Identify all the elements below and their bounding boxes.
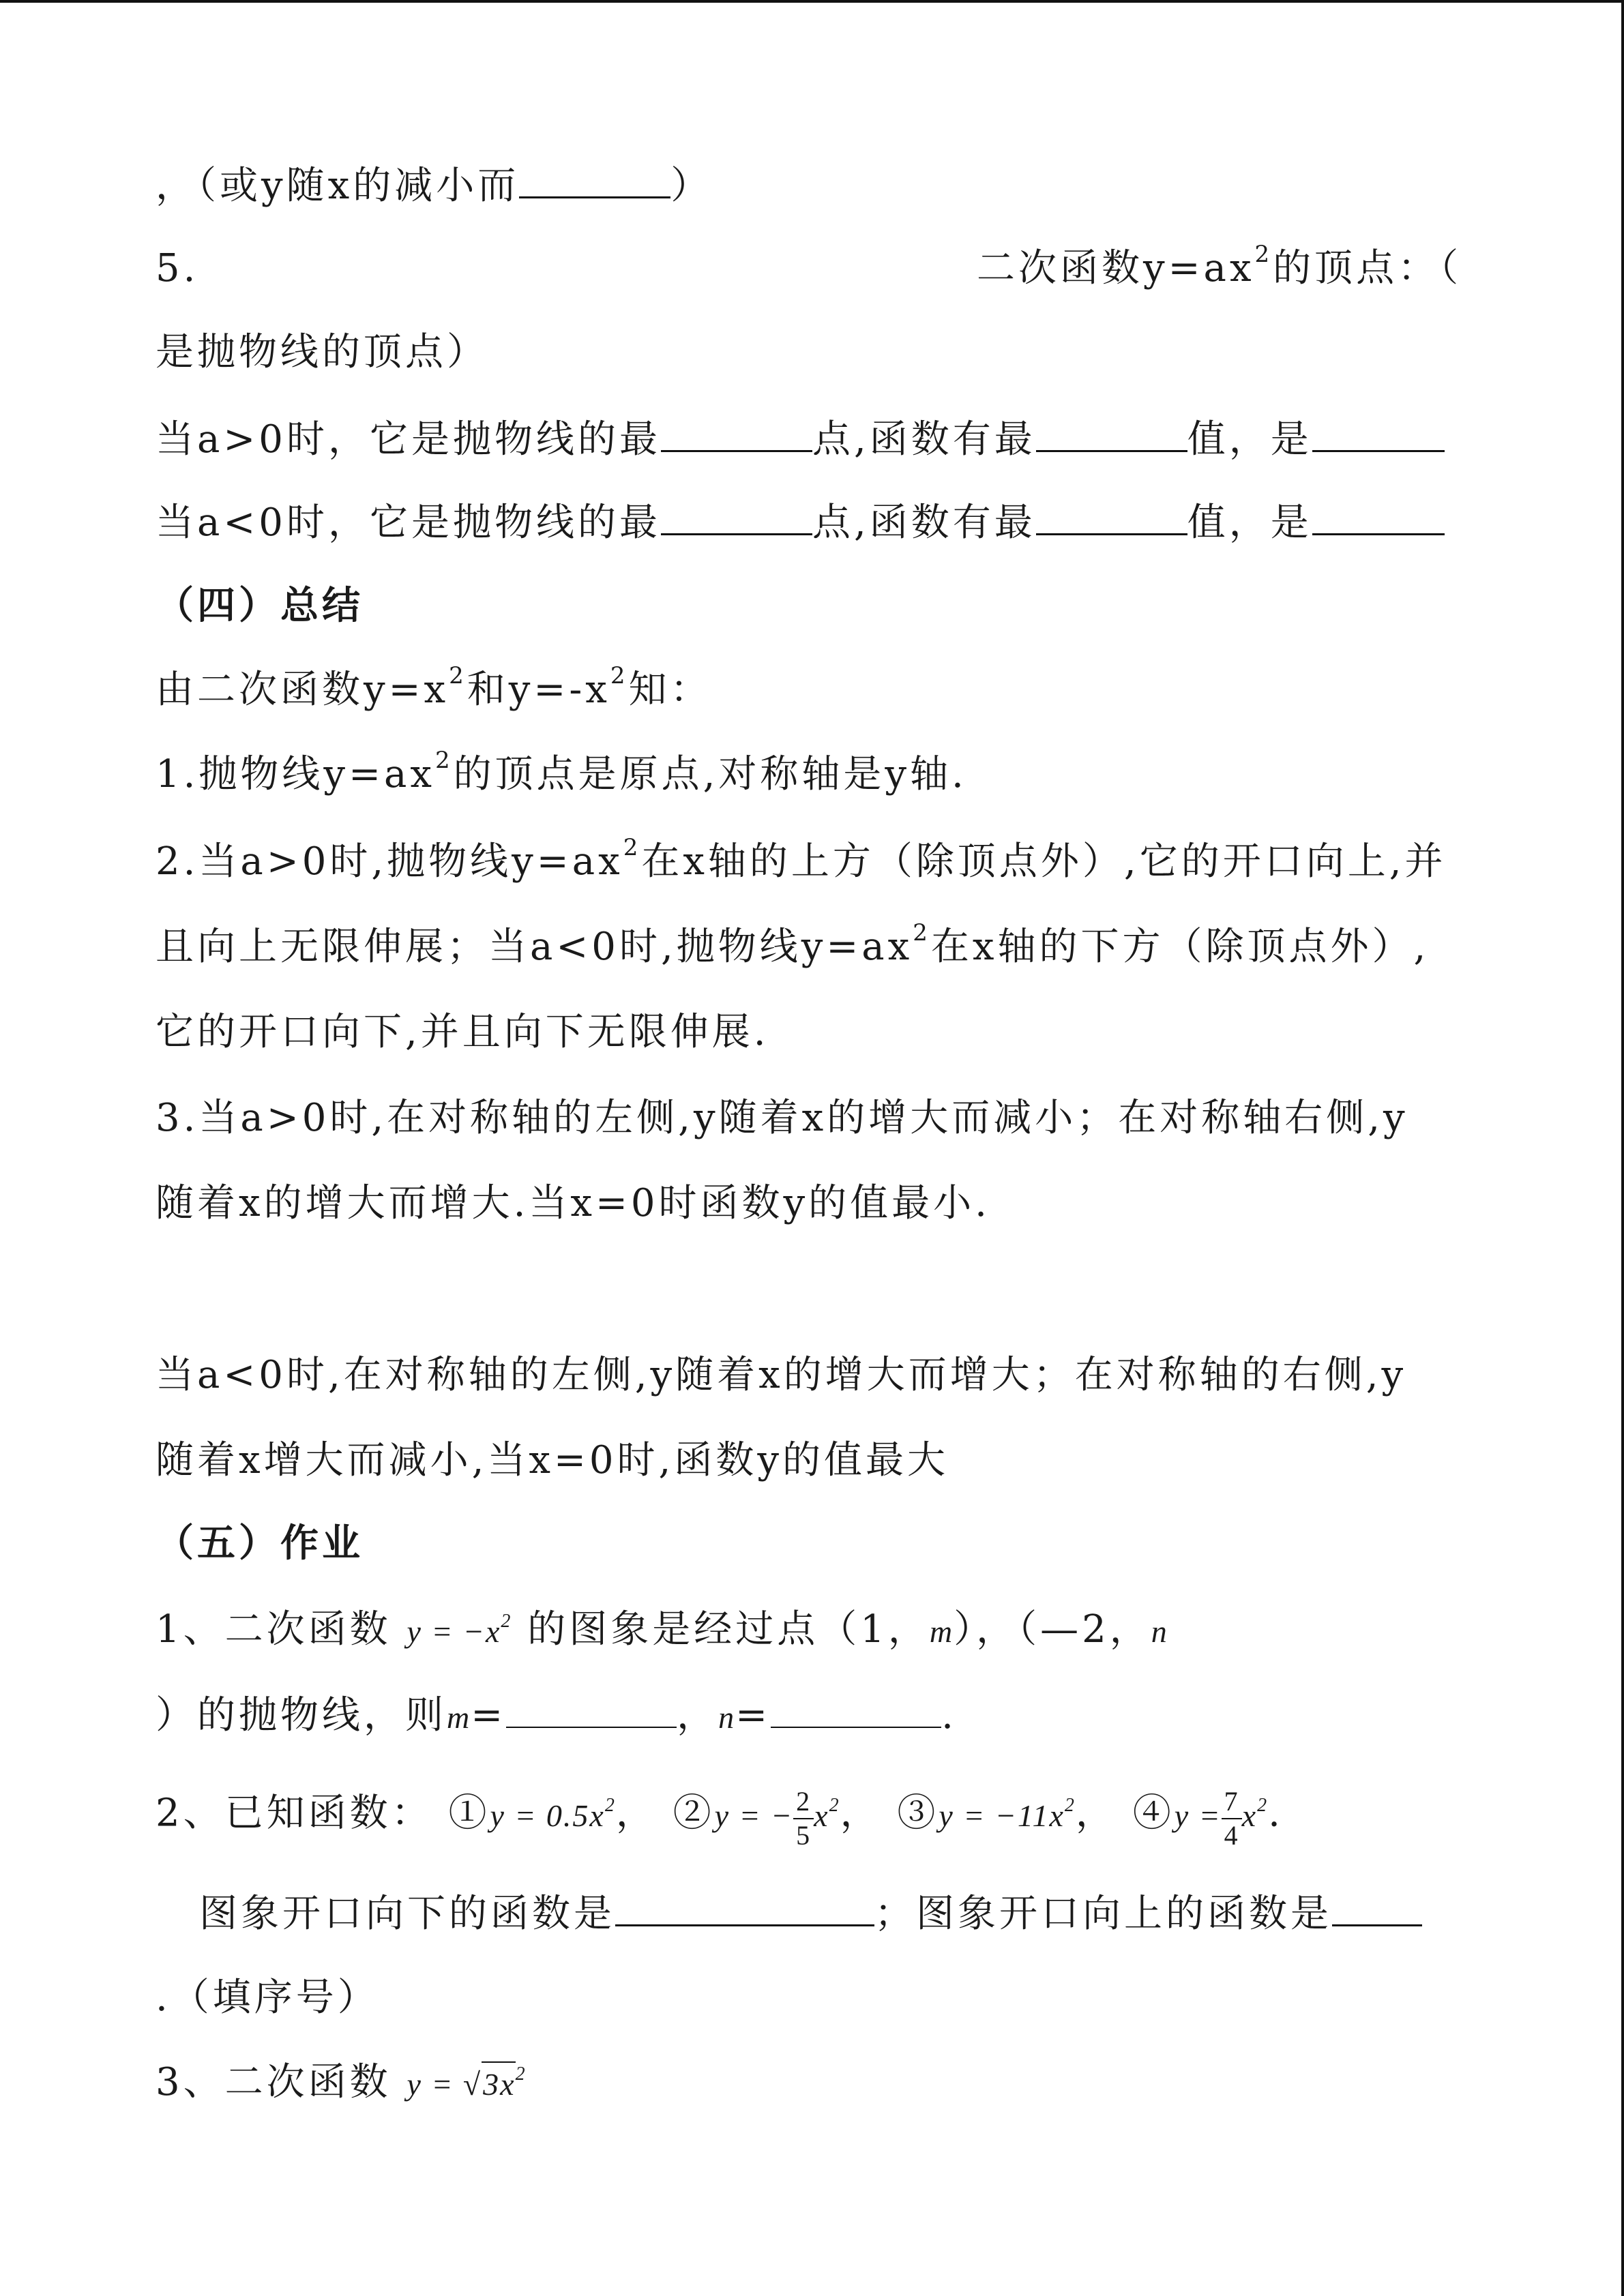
formula-sqrt3-x-squared: $y = √3x^2$ — [407, 2067, 526, 2102]
homework-heading: （五）作业 — [156, 1521, 364, 1566]
summary-point-2-line-3: 它的开口向下,并且向下无限伸展. — [156, 1010, 769, 1054]
summary-heading: （四）总结 — [156, 583, 364, 628]
fraction-seven-fourths: $\frac{7}{4}$ — [1222, 1785, 1242, 1852]
fraction-two-fifths: $\frac{2}{5}$ — [793, 1785, 814, 1852]
item-5-text: 二次函数$y=ax^2$的顶点：（ — [977, 241, 1462, 290]
summary-point-2-line-1: 2.当a>0时,抛物线$y=ax^2$在x轴的上方（除顶点外）,它的开口向上,并 — [156, 834, 1447, 884]
summary-point-1: 1.抛物线$y=ax^2$的顶点是原点,对称轴是y轴. — [156, 747, 967, 796]
summary-point-2-line-2: 且向上无限伸展；当a<0时,抛物线$y=ax^2$在x轴的下方（除顶点外）, — [156, 919, 1430, 969]
summary-point-3-line-1: 3.当a>0时,在对称轴的左侧,y随着x的增大而减小；在对称轴右侧,y — [156, 1096, 1408, 1140]
homework-q2-line-2: 图象开口向下的函数是 ；图象开口向上的函数是 — [199, 1890, 1422, 1936]
vertex-a-positive: 当a>0时，它是抛物线的最 点,函数有最 值，是 — [156, 416, 1445, 462]
formula-neg-x-squared: $y = -x^2$ — [407, 1611, 512, 1649]
homework-q1-line-1: 1、二次函数 $y = -x^2$ 的图象是经过点（1，m），（—2，n — [156, 1607, 1168, 1652]
vertex-a-negative: 当a<0时，它是抛物线的最 点,函数有最 值，是 — [156, 499, 1445, 545]
line-decrease: ，（或y随x的减小而 ） — [156, 164, 713, 208]
homework-q3: 3、二次函数 $y = √3x^2$ — [156, 2061, 527, 2106]
homework-q1-line-2: ）的抛物线，则m= ，n= . — [156, 1693, 957, 1738]
summary-point-3-line-2: 随着x的增大而增大.当x=0时函数y的值最小. — [156, 1181, 990, 1225]
homework-q2-line-1: 2、已知函数： ①y = $0.5x^2$， ②y = − $\frac{2}{5}$ $x^2$， ③y = $-11x^2$， ④y = $\frac{7}{4}$ $x^2$. — [156, 1786, 1284, 1851]
item-5-cont: 是抛物线的顶点） — [156, 330, 488, 374]
summary-intro: 由二次函数$y=x^2$和$y=-x^2$知： — [156, 662, 712, 712]
summary-point-4-line-1: 当a<0时,在对称轴的左侧,y随着x的增大而增大；在对称轴的右侧,y — [156, 1353, 1407, 1397]
summary-point-4-line-2: 随着x增大而减小,当x=0时,函数y的值最大 — [156, 1438, 949, 1482]
homework-q2-line-3: .（填序号） — [156, 1976, 379, 2020]
page-border-top — [0, 0, 1624, 3]
item-5-number: 5. — [156, 246, 199, 290]
page-border-right — [1621, 0, 1624, 2296]
